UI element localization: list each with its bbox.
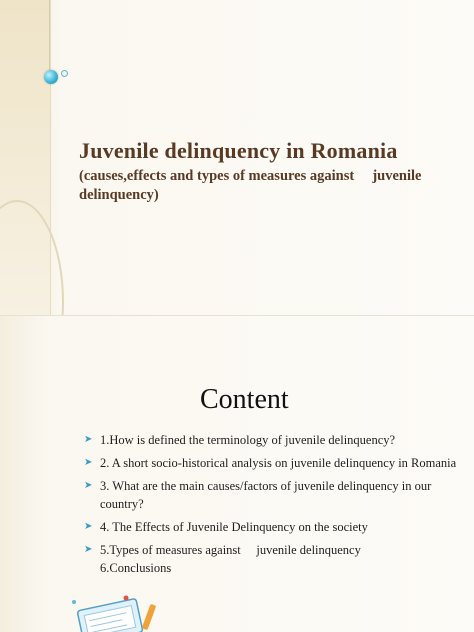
content-list — [84, 431, 468, 582]
slide-subtitle: (causes,effects and types of measures against juvenile delinquency) — [79, 168, 426, 203]
arrow-bullet-icon: ➤ — [84, 480, 93, 491]
list-item-text: 5.Types of measures against juvenile delinquency — [100, 543, 361, 557]
notebook-illustration-icon — [62, 592, 172, 632]
list-item-text: 1.How is defined the terminology of juvenile delinquency? — [100, 433, 396, 447]
arrow-bullet-icon: ➤ — [84, 434, 93, 445]
arrow-bullet-icon: ➤ — [84, 457, 93, 468]
list-item-text: 3. What are the main causes/factors of juvenile delinquency in our country? — [100, 479, 435, 511]
orb-icon — [44, 70, 58, 84]
list-item — [84, 454, 468, 472]
list-item — [84, 541, 468, 577]
list-item-text: 4. The Effects of Juvenile Delinquency on the society — [100, 520, 368, 534]
arrow-bullet-icon: ➤ — [84, 544, 93, 555]
slide-title: Juvenile delinquency in Romania — [79, 138, 398, 163]
small-ring-icon — [61, 70, 68, 77]
arrow-bullet-icon: ➤ — [84, 521, 93, 532]
decorative-line — [49, 0, 50, 72]
decorative-curve — [0, 200, 64, 316]
list-item — [84, 431, 468, 449]
list-item-continuation: 6.Conclusions — [100, 561, 172, 575]
list-item-text: 2. A short socio-historical analysis on juvenile delinquency in Romania — [100, 456, 457, 470]
list-item — [84, 477, 468, 513]
list-item — [84, 518, 468, 536]
content-heading: Content — [200, 384, 289, 415]
